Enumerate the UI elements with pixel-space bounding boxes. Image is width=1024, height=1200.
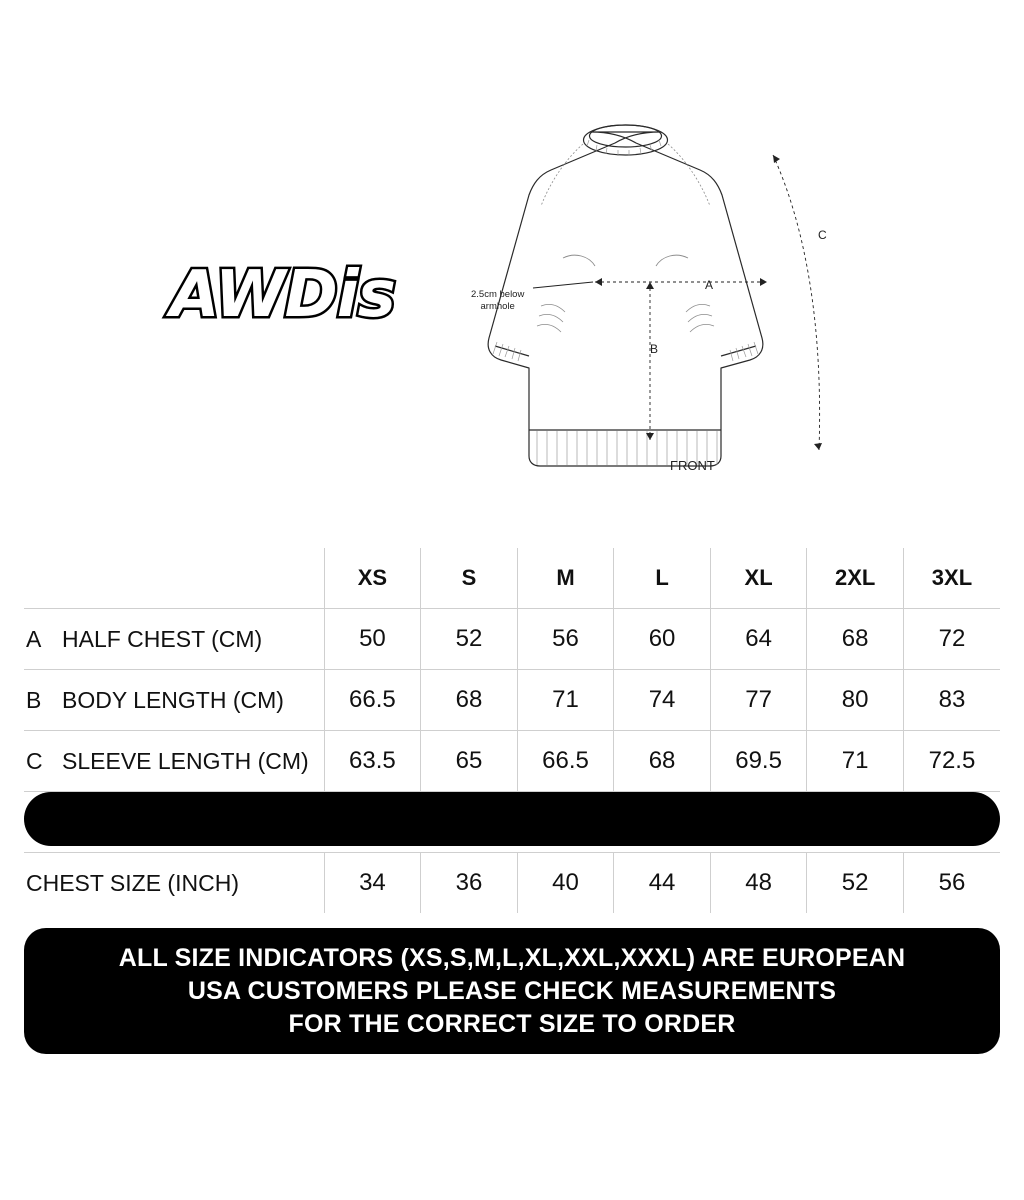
row-code-b: B <box>26 686 42 713</box>
notice-line-2: USA CUSTOMERS PLEASE CHECK MEASUREMENTS <box>187 976 837 1005</box>
row-label-sleeve-length <box>24 731 324 792</box>
table-corner-cell <box>24 548 324 609</box>
column-header-s: S <box>421 548 518 609</box>
cell-chest-inch-s: 36 <box>421 853 518 914</box>
column-header-xs: XS <box>324 548 421 609</box>
notice-line-1: ALL SIZE INDICATORS (XS,S,M,L,XL,XXL,XXXL) ARE EUROPEAN <box>118 943 906 972</box>
cell-body-length-2xl: 80 <box>807 670 904 731</box>
cell-chest-inch-2xl: 52 <box>807 853 904 914</box>
cell-body-length-xs: 66.5 <box>324 670 421 731</box>
row-label-chest-size-inch: CHEST SIZE (INCH) <box>24 853 324 914</box>
diagram-label-a: A <box>705 278 714 292</box>
column-header-xl: XL <box>710 548 807 609</box>
row-code-a: A <box>26 625 42 652</box>
row-code-c: C <box>26 747 43 774</box>
cell-chest-inch-3xl: 56 <box>903 853 1000 914</box>
cell-sleeve-length-xs: 63.5 <box>324 731 421 792</box>
column-header-2xl: 2XL <box>807 548 904 609</box>
row-text-half-chest: HALF CHEST (CM) <box>62 625 263 652</box>
cell-chest-inch-xs: 34 <box>324 853 421 914</box>
cell-body-length-l: 74 <box>614 670 711 731</box>
diagram-label-b: B <box>650 342 659 356</box>
illustration-area <box>0 0 1024 520</box>
section-divider-bar <box>24 792 1000 846</box>
diagram-label-c: C <box>818 228 827 242</box>
table-row <box>24 853 1000 914</box>
cell-sleeve-length-2xl: 71 <box>807 731 904 792</box>
cell-sleeve-length-l: 68 <box>614 731 711 792</box>
table-row <box>24 670 1000 731</box>
brand-logo-text: AWDis <box>170 258 395 332</box>
notice-line-3: FOR THE CORRECT SIZE TO ORDER <box>288 1009 736 1038</box>
row-text-body-length: BODY LENGTH (CM) <box>62 686 284 713</box>
cell-half-chest-l: 60 <box>614 609 711 670</box>
diagram-armhole-note <box>471 289 524 313</box>
brand-logo <box>170 255 430 335</box>
armhole-note-line1: 2.5cm below <box>471 289 525 300</box>
cell-half-chest-xs: 50 <box>324 609 421 670</box>
table-row <box>24 731 1000 792</box>
cell-half-chest-2xl: 68 <box>807 609 904 670</box>
diagram-front-label: FRONT <box>670 458 715 473</box>
table-row <box>24 609 1000 670</box>
armhole-note-line2: armhole <box>480 301 515 312</box>
cell-body-length-3xl: 83 <box>903 670 1000 731</box>
column-header-m: M <box>517 548 614 609</box>
size-notice-banner <box>24 928 1000 1054</box>
cell-half-chest-s: 52 <box>421 609 518 670</box>
cell-sleeve-length-m: 66.5 <box>517 731 614 792</box>
column-header-l: L <box>614 548 711 609</box>
row-label-body-length <box>24 670 324 731</box>
cell-half-chest-3xl: 72 <box>903 609 1000 670</box>
cell-half-chest-xl: 64 <box>710 609 807 670</box>
cell-body-length-m: 71 <box>517 670 614 731</box>
chest-size-inch-table <box>24 852 1000 913</box>
row-label-half-chest <box>24 609 324 670</box>
column-header-3xl: 3XL <box>903 548 1000 609</box>
cell-chest-inch-xl: 48 <box>710 853 807 914</box>
cell-sleeve-length-3xl: 72.5 <box>903 731 1000 792</box>
cell-body-length-xl: 77 <box>710 670 807 731</box>
cell-body-length-s: 68 <box>421 670 518 731</box>
cell-chest-inch-l: 44 <box>614 853 711 914</box>
size-chart-table <box>24 548 1000 792</box>
cell-half-chest-m: 56 <box>517 609 614 670</box>
row-text-sleeve-length: SLEEVE LENGTH (CM) <box>62 747 309 774</box>
table-header-row <box>24 548 1000 609</box>
cell-sleeve-length-s: 65 <box>421 731 518 792</box>
cell-sleeve-length-xl: 69.5 <box>710 731 807 792</box>
cell-chest-inch-m: 40 <box>517 853 614 914</box>
